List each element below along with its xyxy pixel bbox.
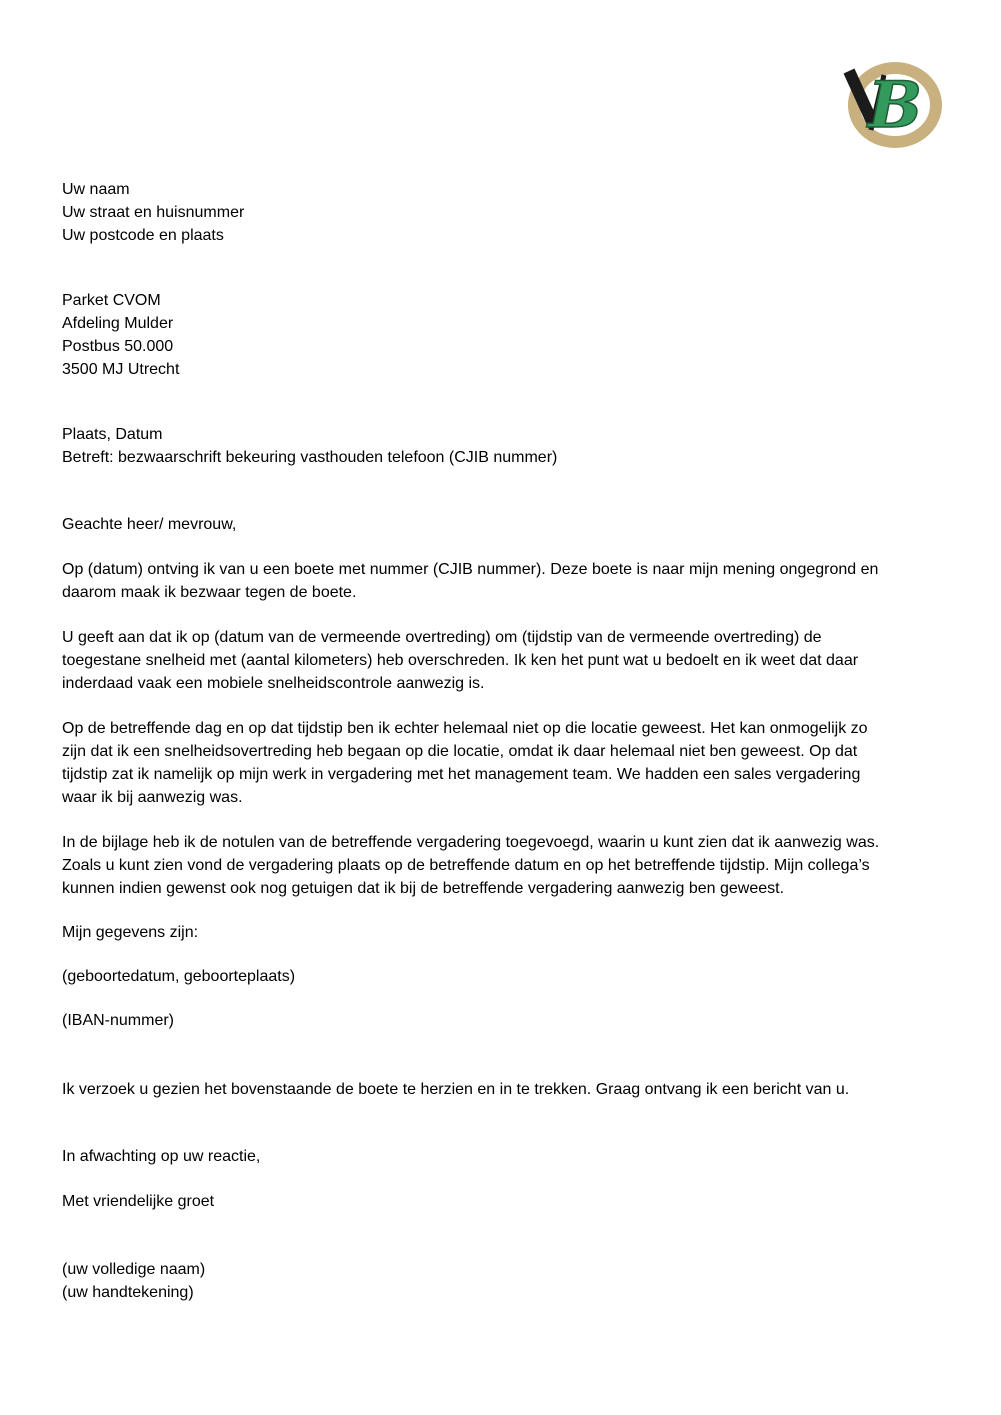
meta-block [62,423,942,469]
body-paragraph-4 [62,831,942,900]
paragraph-line: tijdstip zat ik namelijk op mijn werk in vergadering met het management team. We hadden een sales vergadering [62,766,861,783]
recipient-address-block [62,289,942,381]
awaiting-reply-line: In afwachting op uw reactie, [62,1148,261,1165]
paragraph-line: waar ik bij aanwezig was. [62,789,243,806]
paragraph-line: Zoals u kunt zien vond de vergadering plaats op de betreffende datum en op het betreffende tijdstip. Mijn collega’s [62,857,870,874]
recipient-org-line: Parket CVOM [62,292,161,309]
paragraph-line: Op (datum) ontving ik van u een boete met nummer (CJIB nummer). Deze boete is naar mijn mening ongegrond en [62,561,879,578]
body-paragraph-1 [62,558,942,604]
sender-street-line: Uw straat en huisnummer [62,204,245,221]
recipient-city-line: 3500 MJ Utrecht [62,361,180,378]
sender-name-line: Uw naam [62,181,130,198]
paragraph-line: zijn dat ik een snelheidsovertreding heb begaan op die locatie, omdat ik daar helemaal niet ben geweest. Op dat [62,743,858,760]
subject-line: Betreft: bezwaarschrift bekeuring vasthouden telefoon (CJIB nummer) [62,449,558,466]
recipient-postbox-line: Postbus 50.000 [62,338,174,355]
signature-placeholder: (uw handtekening) [62,1284,194,1301]
paragraph-line: kunnen indien gewenst ook nog getuigen dat ik bij de betreffende vergadering aanwezig ben geweest. [62,880,785,897]
body-paragraph-3 [62,717,942,809]
full-name-placeholder: (uw volledige naam) [62,1261,206,1278]
body-paragraph-2 [62,626,942,695]
paragraph-line: inderdaad vaak een mobiele snelheidscontrole aanwezig is. [62,675,485,692]
paragraph-line: In de bijlage heb ik de notulen van de betreffende vergadering toegevoegd, waarin u kunt zien dat ik aanwezig was. [62,834,880,851]
place-date-line: Plaats, Datum [62,426,163,443]
sender-address-block [62,178,942,247]
iban-placeholder: (IBAN-nummer) [62,1012,175,1029]
paragraph-line: Op de betreffende dag en op dat tijdstip ben ik echter helemaal niet op die locatie geweest. Het kan onmogelijk zo [62,720,868,737]
salutation: Geachte heer/ mevrouw, [62,516,237,533]
letter-content [62,0,942,1304]
letter-b-glyph: B [868,68,923,143]
request-sentence: Ik verzoek u gezien het bovenstaande de boete te herzien en in te trekken. Graag ontvang ik een bericht van u. [62,1081,850,1098]
paragraph-line: daarom maak ik bezwaar tegen de boete. [62,584,357,601]
paragraph-line: toegestane snelheid met (aantal kilometers) heb overschreden. Ik ken het punt wat u bedoelt en ik weet dat daar [62,652,859,669]
sender-city-line: Uw postcode en plaats [62,227,224,244]
greeting-line: Met vriendelijke groet [62,1193,215,1210]
birth-placeholder: (geboortedatum, geboorteplaats) [62,968,296,985]
recipient-dept-line: Afdeling Mulder [62,315,174,332]
details-intro: Mijn gegevens zijn: [62,924,199,941]
signoff-block [62,1258,942,1304]
paragraph-line: U geeft aan dat ik op (datum van de vermeende overtreding) om (tijdstip van de vermeende overtreding) de [62,629,822,646]
